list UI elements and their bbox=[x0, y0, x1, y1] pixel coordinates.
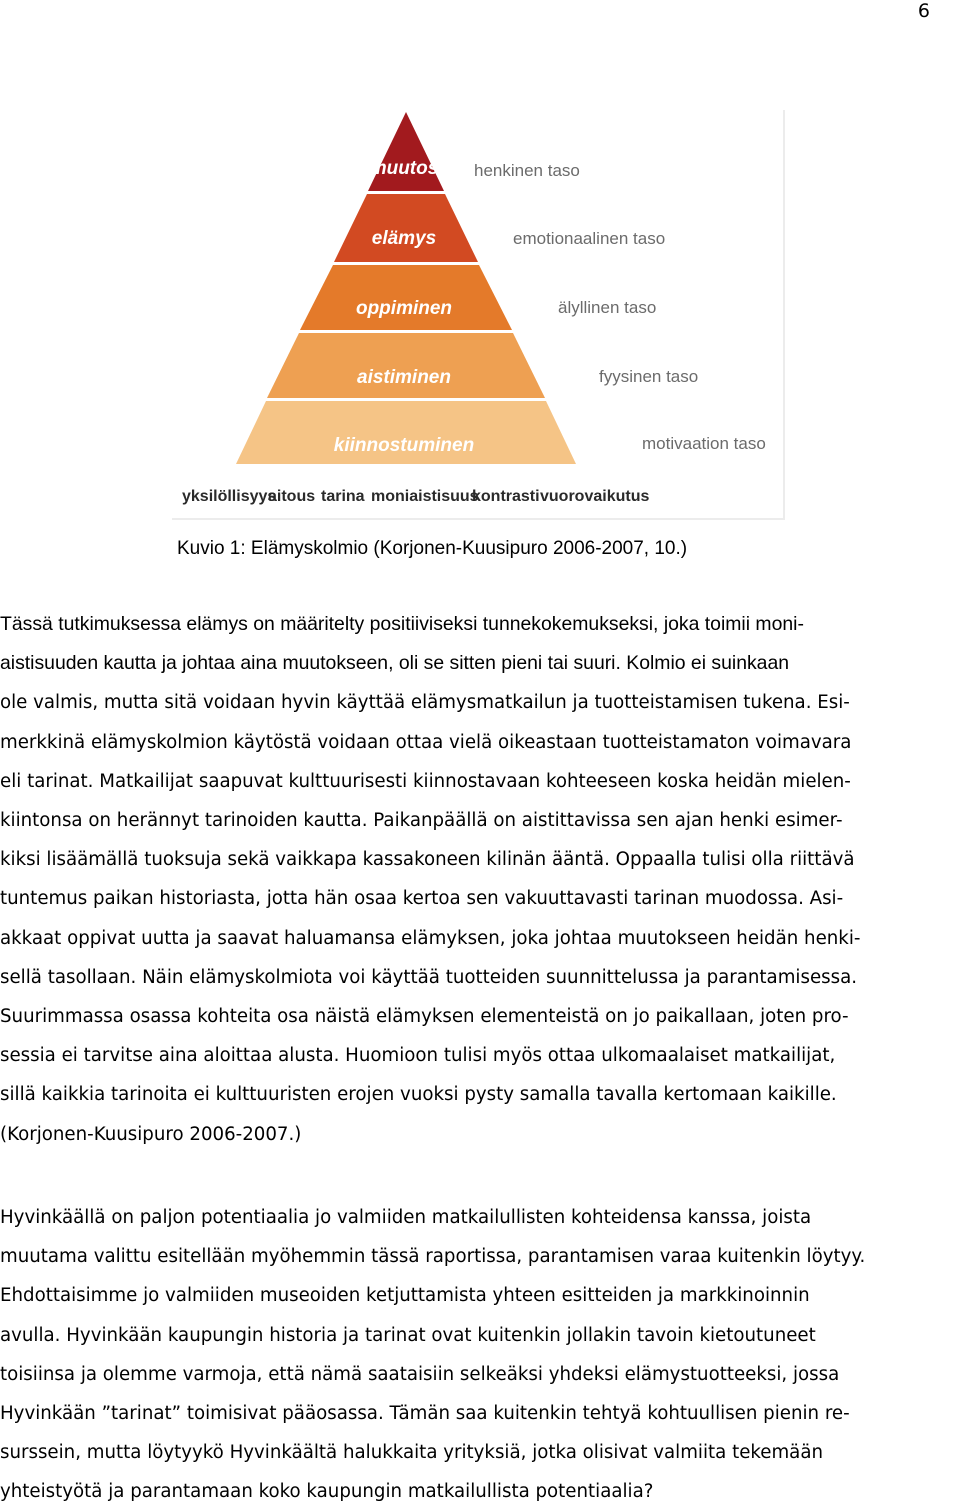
paragraph-line: Hyvinkäällä on paljon potentiaalia jo valmiiden matkailullisten kohteidensa kanssa, joista bbox=[0, 1207, 812, 1228]
pyramid-label-elamys: elämys bbox=[371, 228, 437, 249]
paragraph-line: sillä kaikkia tarinoita ei kulttuuristen erojen vuoksi pysty samalla tavalla kertomaan kaikille. bbox=[0, 1084, 837, 1106]
level-name-fyysinen: fyysinen taso bbox=[599, 367, 699, 386]
pyramid-label-aistiminen: aistiminen bbox=[357, 367, 451, 388]
experience-pyramid-diagram bbox=[172, 108, 788, 522]
paragraph-line: eli tarinat. Matkailijat saapuvat kulttuurisesti kiinnostavaan kohteeseen koska heidän mielen- bbox=[0, 770, 851, 792]
paragraph-line: toisiinsa ja olemme varmoja, että nämä saataisiin selkeäksi yhdeksi elämystuotteeksi, jossa bbox=[0, 1363, 840, 1385]
level-name-henkinen: henkinen taso bbox=[474, 161, 580, 180]
paragraph-line: kiintonsa on herännyt tarinoiden kautta. Paikanpäällä on aistittavissa sen ajan henki esimer- bbox=[0, 810, 843, 832]
paragraph-line: (Korjonen-Kuusipuro 2006-2007.) bbox=[0, 1123, 302, 1145]
base-element-aitous: aitous bbox=[268, 488, 316, 505]
paragraph-line: aistisuuden kautta ja johtaa aina muutokseen, oli se sitten pieni tai suuri. Kolmio ei suinkaan bbox=[0, 652, 790, 675]
paragraph-line: Hyvinkään ”tarinat” toimisivat pääosassa. Tämän saa kuitenkin tehtyä kohtuullisen pienin re- bbox=[0, 1403, 850, 1425]
paragraph-line: sellä tasollaan. Näin elämyskolmiota voi käyttää tuotteiden suunnittelussa ja parantamisessa. bbox=[0, 966, 858, 988]
base-element-moniaistisuus: moniaistisuus bbox=[371, 488, 479, 505]
pyramid-label-oppiminen: oppiminen bbox=[355, 298, 453, 319]
paragraph-line: sessia ei tarvitse aina aloittaa alusta. Huomioon tulisi myös ottaa ulkomaalaiset matkailijat, bbox=[0, 1045, 836, 1067]
pyramid-label-kiinnostuminen: kiinnostuminen bbox=[333, 435, 475, 456]
paragraph-2 bbox=[0, 1198, 960, 1512]
base-element-yksilollisyys: yksilöllisyys bbox=[182, 488, 277, 505]
paragraph-line: Tässä tutkimuksessa elämys on määritelty positiiviseksi tunnekokemukseksi, joka toimii moni- bbox=[0, 613, 804, 635]
paragraph-line: merkkinä elämyskolmion käytöstä voidaan ottaa vielä oikeastaan tuotteistamaton voimavara bbox=[0, 731, 852, 753]
paragraph-line: avulla. Hyvinkään kaupungin historia ja tarinat ovat kuitenkin jollakin tavoin kietoutuneet bbox=[0, 1324, 816, 1346]
base-element-tarina: tarina bbox=[321, 488, 365, 505]
figure-caption: Kuvio 1: Elämyskolmio (Korjonen-Kuusipuro 2006-2007, 10.) bbox=[177, 538, 688, 559]
pyramid-band-aistiminen bbox=[267, 333, 545, 398]
paragraph-line: surssein, mutta löytyykö Hyvinkäältä halukkaita yrityksiä, jotka olisivat valmiita tekemään bbox=[0, 1442, 824, 1464]
paragraph-line: ole valmis, mutta sitä voidaan hyvin käyttää elämysmatkailun ja tuotteistamisen tukena. Esi- bbox=[0, 692, 850, 714]
paragraph-line: akkaat oppivat uutta ja saavat haluamansa elämyksen, joka johtaa muutokseen heidän henki- bbox=[0, 927, 861, 949]
level-name-motivaatio: motivaation taso bbox=[642, 434, 766, 453]
level-name-emotionaalinen: emotionaalinen taso bbox=[513, 229, 666, 248]
paragraph-line: yhteistyötä ja parantamaan koko kaupungin matkailullista potentiaalia? bbox=[0, 1481, 654, 1503]
paragraph-line: Ehdottaisimme jo valmiiden museoiden ketjuttamista yhteen esitteiden ja markkinoinnin bbox=[0, 1285, 810, 1307]
paragraph-1 bbox=[0, 605, 960, 1154]
level-name-allyllinen: älyllinen taso bbox=[558, 298, 657, 317]
paragraph-line: muutama valittu esitellään myöhemmin tässä raportissa, parantamisen varaa kuitenkin löytyy. bbox=[0, 1246, 866, 1268]
paragraph-line: Suurimmassa osassa kohteita osa näistä elämyksen elementeistä on jo paikallaan, joten pro- bbox=[0, 1006, 849, 1028]
paragraph-line: tuntemus paikan historiasta, jotta hän osaa kertoa sen vakuuttavasti tarinan muodossa. Asi- bbox=[0, 888, 844, 910]
experience-pyramid-figure bbox=[172, 108, 788, 522]
base-element-vuorovaikutus: vuorovaikutus bbox=[540, 488, 650, 505]
base-element-kontrasti: kontrasti bbox=[472, 488, 540, 505]
pyramid-label-muutos: muutos bbox=[369, 158, 439, 179]
paragraph-line: kiksi lisäämällä tuoksuja sekä vaikkapa kassakoneen kilinän ääntä. Oppaalla tulisi olla riittävä bbox=[0, 849, 855, 871]
page-number: 6 bbox=[917, 0, 930, 22]
